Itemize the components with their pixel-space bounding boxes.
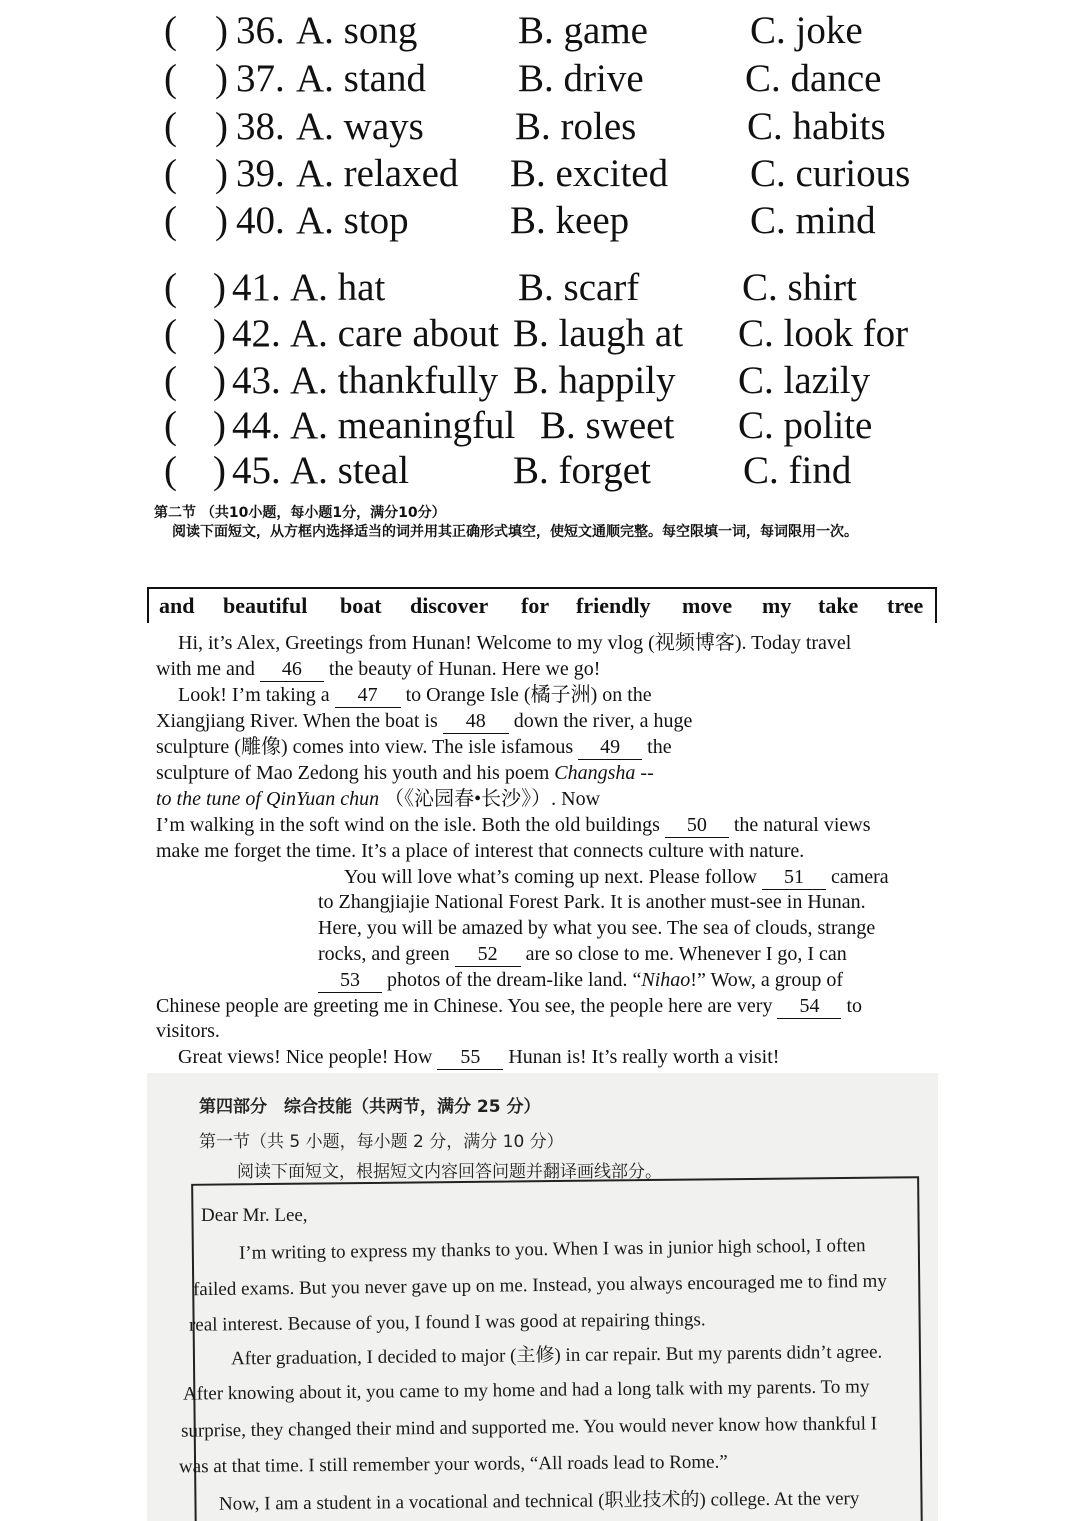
option-b: B. scarf bbox=[518, 266, 640, 309]
letter-line: Dear Mr. Lee, bbox=[201, 1205, 308, 1226]
question-number: 43. bbox=[232, 359, 281, 402]
blank-55[interactable]: 55 bbox=[437, 1045, 503, 1070]
answer-paren-open[interactable]: ( bbox=[164, 199, 177, 242]
passage-line: Chinese people are greeting me in Chinese. You see, the people here are very 54 to bbox=[156, 995, 863, 1017]
passage-line: You will love what’s coming up next. Please follow 51 camera bbox=[344, 866, 889, 888]
passage-line: sculpture (雕像) comes into view. The isle isfamous 49 the bbox=[156, 736, 672, 758]
answer-paren-close: ) bbox=[213, 449, 226, 492]
option-a: A. thankfully bbox=[290, 359, 498, 402]
question-row bbox=[0, 198, 1080, 244]
word-box-item: move bbox=[682, 593, 733, 618]
scanned-part-four bbox=[147, 1073, 938, 1521]
option-a: A. steal bbox=[290, 449, 410, 492]
option-c: C. lazily bbox=[738, 359, 871, 402]
answer-paren-close: ) bbox=[215, 199, 228, 242]
question-number: 36. bbox=[236, 9, 285, 52]
word-box-item: take bbox=[818, 593, 859, 618]
blank-48[interactable]: 48 bbox=[443, 709, 509, 734]
option-b: B. forget bbox=[513, 449, 651, 492]
option-a: A. song bbox=[296, 9, 418, 52]
word-box-item: boat bbox=[340, 593, 382, 618]
passage-line: rocks, and green 52 are so close to me. Whenever I go, I can bbox=[318, 943, 847, 965]
question-row bbox=[0, 358, 1080, 404]
option-c: C. curious bbox=[750, 152, 911, 195]
answer-paren-open[interactable]: ( bbox=[164, 266, 177, 309]
option-a: A. meaningful bbox=[290, 404, 516, 447]
answer-paren-open[interactable]: ( bbox=[164, 359, 177, 402]
option-b: B. game bbox=[518, 9, 648, 52]
passage-line: sculpture of Mao Zedong his youth and his poem Changsha -- bbox=[156, 762, 654, 784]
blank-47[interactable]: 47 bbox=[335, 683, 401, 708]
letter-line: surprise, they changed their mind and supported me. You would never know how thankful I bbox=[180, 1413, 878, 1442]
part-four-subheading: 第一节（共 5 小题，每小题 2 分，满分 10 分） bbox=[199, 1132, 564, 1152]
blank-52[interactable]: 52 bbox=[455, 942, 521, 967]
part-four-instruction: 阅读下面短文，根据短文内容回答问题并翻译画线部分。 bbox=[237, 1162, 662, 1182]
letter-line: Now, I am a student in a vocational and technical (职业技术的) college. At the very bbox=[218, 1488, 860, 1515]
letter-line: failed exams. But you never gave up on me. Instead, you always encouraged me to find my bbox=[192, 1270, 887, 1301]
passage-line: make me forget the time. It’s a place of interest that connects culture with nature. bbox=[156, 840, 805, 862]
option-c: C. polite bbox=[738, 404, 873, 447]
option-a: A. hat bbox=[290, 266, 386, 309]
option-a: A. stop bbox=[296, 199, 409, 242]
option-c: C. joke bbox=[750, 9, 863, 52]
option-a: A. stand bbox=[296, 57, 426, 100]
question-row bbox=[0, 448, 1080, 494]
part-four-heading: 第四部分 综合技能（共两节，满分 25 分） bbox=[199, 1097, 541, 1117]
answer-paren-close: ) bbox=[215, 9, 228, 52]
section-instruction: 阅读下面短文，从方框内选择适当的词并用其正确形式填空，使短文通顺完整。每空限填一词，每词限用一次。 bbox=[172, 524, 858, 540]
passage-line: Xiangjiang River. When the boat is 48 down the river, a huge bbox=[156, 710, 693, 732]
blank-50[interactable]: 50 bbox=[665, 813, 729, 838]
section-title: 第二节 （共10小题，每小题1分，满分10分） bbox=[154, 505, 446, 521]
option-b: B. sweet bbox=[540, 404, 675, 447]
answer-paren-open[interactable]: ( bbox=[164, 57, 177, 100]
option-c: C. look for bbox=[738, 312, 909, 355]
blank-53[interactable]: 53 bbox=[318, 968, 382, 993]
question-row bbox=[0, 104, 1080, 150]
option-a: A. ways bbox=[296, 105, 424, 148]
question-number: 45. bbox=[232, 449, 281, 492]
blank-49[interactable]: 49 bbox=[578, 735, 642, 760]
question-row bbox=[0, 56, 1080, 102]
question-row bbox=[0, 311, 1080, 357]
blank-46[interactable]: 46 bbox=[260, 657, 324, 682]
word-box-item: friendly bbox=[576, 593, 651, 618]
letter-line: After knowing about it, you came to my home and had a long talk with my parents. To my bbox=[182, 1376, 870, 1405]
answer-paren-open[interactable]: ( bbox=[164, 449, 177, 492]
question-number: 39. bbox=[236, 152, 285, 195]
option-b: B. keep bbox=[510, 199, 630, 242]
option-a: A. relaxed bbox=[296, 152, 459, 195]
letter-line: After graduation, I decided to major (主修) in car repair. But my parents didn’t agree. bbox=[230, 1341, 883, 1370]
option-c: C. shirt bbox=[742, 266, 857, 309]
word-box-item: my bbox=[762, 593, 792, 618]
option-b: B. roles bbox=[515, 105, 637, 148]
question-number: 38. bbox=[236, 105, 285, 148]
answer-paren-open[interactable]: ( bbox=[164, 312, 177, 355]
word-box-item: and bbox=[159, 593, 195, 618]
option-c: C. mind bbox=[750, 199, 876, 242]
answer-paren-close: ) bbox=[213, 312, 226, 355]
passage-line: Here, you will be amazed by what you see. The sea of clouds, strange bbox=[318, 917, 876, 939]
answer-paren-close: ) bbox=[213, 266, 226, 309]
passage-line: to the tune of QinYuan chun （《沁园春•长沙》）. Now bbox=[156, 788, 601, 810]
question-row bbox=[0, 265, 1080, 311]
option-c: C. dance bbox=[745, 57, 882, 100]
passage-line: visitors. bbox=[156, 1020, 220, 1042]
blank-51[interactable]: 51 bbox=[762, 865, 826, 890]
word-box bbox=[147, 587, 937, 623]
question-row bbox=[0, 151, 1080, 197]
question-number: 41. bbox=[232, 266, 281, 309]
question-row bbox=[0, 8, 1080, 54]
answer-paren-open[interactable]: ( bbox=[164, 9, 177, 52]
passage-line: 53 photos of the dream-like land. “Nihao!” Wow, a group of bbox=[318, 968, 843, 993]
answer-paren-close: ) bbox=[215, 152, 228, 195]
question-number: 37. bbox=[236, 57, 285, 100]
passage-line: to Zhangjiajie National Forest Park. It is another must-see in Hunan. bbox=[318, 891, 866, 913]
option-b: B. laugh at bbox=[513, 312, 684, 355]
word-box-item: for bbox=[521, 593, 550, 618]
answer-paren-open[interactable]: ( bbox=[164, 105, 177, 148]
answer-paren-open[interactable]: ( bbox=[164, 404, 177, 447]
option-a: A. care about bbox=[290, 312, 499, 355]
letter-line: real interest. Because of you, I found I was good at repairing things. bbox=[188, 1309, 706, 1336]
answer-paren-open[interactable]: ( bbox=[164, 152, 177, 195]
answer-paren-close: ) bbox=[213, 404, 226, 447]
word-box-item: tree bbox=[887, 593, 924, 618]
option-b: B. drive bbox=[518, 57, 644, 100]
option-c: C. find bbox=[743, 449, 852, 492]
answer-paren-close: ) bbox=[215, 105, 228, 148]
option-b: B. happily bbox=[513, 359, 676, 402]
option-c: C. habits bbox=[747, 105, 886, 148]
question-number: 42. bbox=[232, 312, 281, 355]
word-box-item: beautiful bbox=[223, 593, 308, 618]
question-number: 44. bbox=[232, 404, 281, 447]
answer-paren-close: ) bbox=[215, 57, 228, 100]
option-b: B. excited bbox=[510, 152, 669, 195]
answer-paren-close: ) bbox=[213, 359, 226, 402]
passage-line: I’m walking in the soft wind on the isle. Both the old buildings 50 the natural views bbox=[156, 814, 871, 836]
blank-54[interactable]: 54 bbox=[777, 994, 841, 1019]
letter-line: was at that time. I still remember your words, “All roads lead to Rome.” bbox=[178, 1451, 728, 1478]
word-box-item: discover bbox=[410, 593, 489, 618]
letter-line: I’m writing to express my thanks to you. When I was in junior high school, I often bbox=[238, 1235, 866, 1264]
passage-line: with me and 46 the beauty of Hunan. Here we go! bbox=[156, 658, 601, 680]
question-row bbox=[0, 403, 1080, 449]
passage-line: Hi, it’s Alex, Greetings from Hunan! Welcome to my vlog (视频博客). Today travel bbox=[178, 632, 852, 654]
passage-line: Look! I’m taking a 47 to Orange Isle (橘子洲) on the bbox=[178, 684, 652, 706]
question-number: 40. bbox=[236, 199, 285, 242]
passage-line: Great views! Nice people! How 55 Hunan is! It’s really worth a visit! bbox=[178, 1046, 780, 1068]
